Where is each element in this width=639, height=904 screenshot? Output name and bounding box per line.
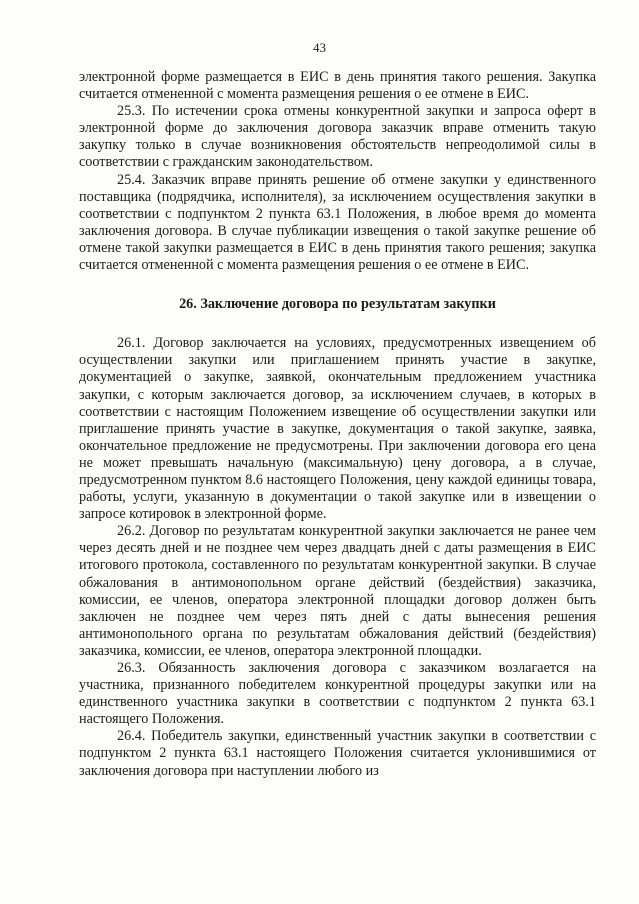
paragraph-26-3: 26.3. Обязанность заключения договора с заказчиком возлагается на участника, признанного победителем конкурентной процедуры закупки или на единственного участника закупки в соответствии с подпунктом 2 пункта 63.1 настоящего Положения.	[79, 660, 596, 728]
paragraph-continuation: электронной форме размещается в ЕИС в день принятия такого решения. Закупка считается отмененной с момента размещения решения о ее отмене в ЕИС.	[79, 69, 596, 103]
paragraph-26-2: 26.2. Договор по результатам конкурентной закупки заключается не ранее чем через десять дней и не позднее чем через двадцать дней с даты размещения в ЕИС итогового протокола, составленного по результатам конкурентной закупки. В случае обжалования в антимонопольном органе действий (бездействия) заказчика, комиссии, ее членов, оператора электронной площадки договор должен быть заключен не позднее чем через пять дней с даты вынесения решения антимонопольного органа по результатам обжалования действий (бездействия) заказчика, комиссии, ее членов, оператора электронной площадки.	[79, 523, 596, 659]
document-body	[79, 69, 596, 780]
paragraph-25-3: 25.3. По истечении срока отмены конкурентной закупки и запроса оферт в электронной форме до заключения договора заказчик вправе отменить такую закупку только в случае возникновения обстоятельств непреодолимой силы в соответствии с гражданским законодательством.	[79, 103, 596, 171]
paragraph-26-1: 26.1. Договор заключается на условиях, предусмотренных извещением об осуществлении закупки или приглашением принять участие в закупке, документацией о закупке, заявкой, окончательным предложением участника закупки, с которым заключается договор, за исключением случаев, в которых в соответствии с настоящим Положением извещение об осуществлении закупки или приглашение принять участие в закупке, документация о такой закупке, заявка, окончательное предложение не предусмотрены. При заключении договора его цена не может превышать начальную (максимальную) цену договора, а в случае, предусмотренном пунктом 8.6 настоящего Положения, цену каждой единицы товара, работы, услуги, указанную в документации о такой закупке или в извещении о запросе котировок в электронной форме.	[79, 335, 596, 523]
section-heading: 26. Заключение договора по результатам закупки	[179, 296, 496, 313]
paragraph-25-4: 25.4. Заказчик вправе принять решение об отмене закупки у единственного поставщика (подрядчика, исполнителя), за исключением осуществления закупки в соответствии с подпунктом 2 пункта 63.1 Положения, в любое время до момента заключения договора. В случае публикации извещения о такой закупке решение об отмене такой закупки размещается в ЕИС в день принятия такого решения; закупка считается отмененной с момента размещения решения о ее отмене в ЕИС.	[79, 171, 596, 274]
paragraph-26-4: 26.4. Победитель закупки, единственный участник закупки в соответствии с подпунктом 2 пункта 63.1 настоящего Положения считается уклонившимися от заключения договора при наступлении любого из	[79, 728, 596, 779]
page-number: 43	[313, 40, 326, 55]
